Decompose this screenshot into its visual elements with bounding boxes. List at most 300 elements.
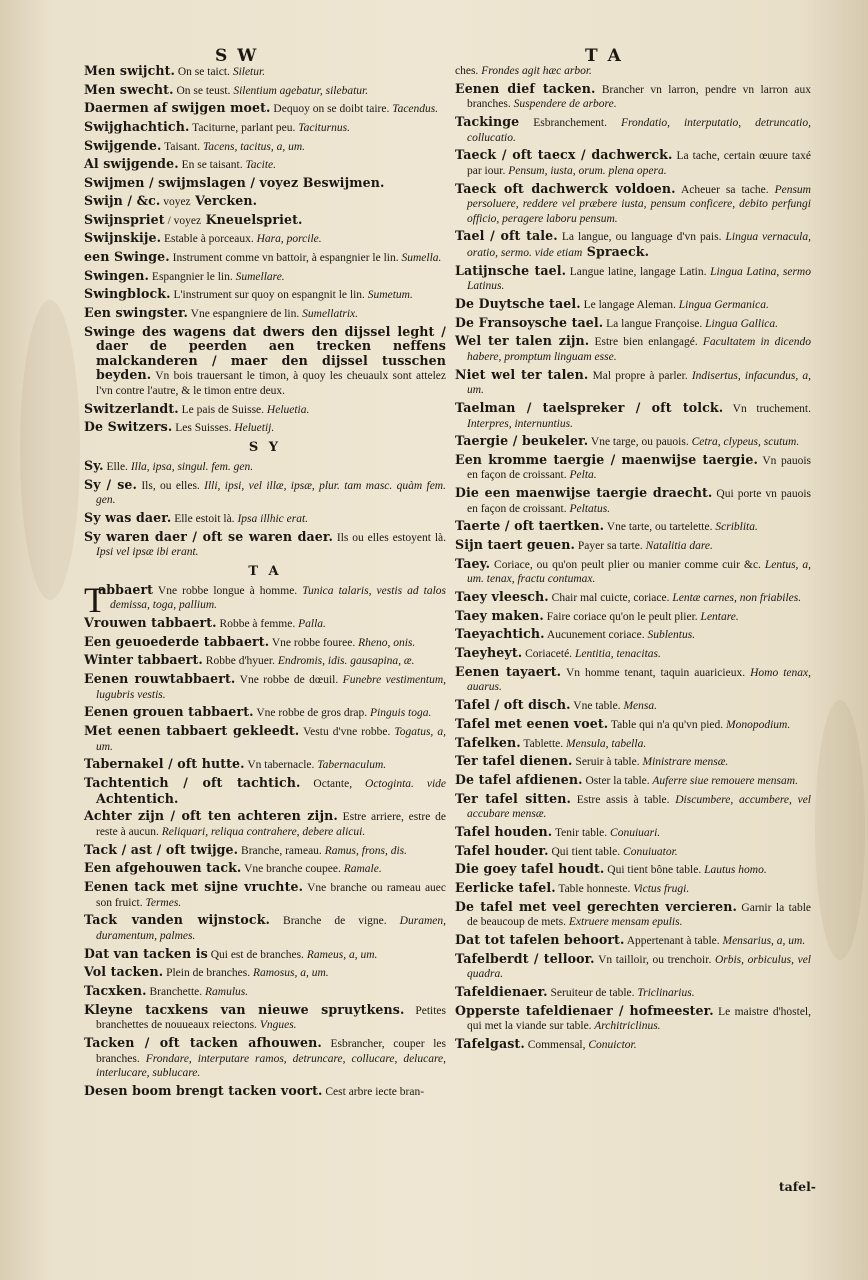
- entry-headword: Taey.: [455, 555, 491, 571]
- entry-french: Mal propre à parler.: [588, 369, 688, 382]
- entry-latin: Funebre vestimentum, lugubris vestis.: [96, 674, 446, 701]
- entry-headword: Eenen dief tacken.: [455, 80, 596, 96]
- entry-french: Robbe à femme.: [216, 618, 296, 631]
- entry-headword: Tack vanden wijnstock.: [84, 912, 271, 928]
- dictionary-entry: [84, 616, 446, 632]
- entry-latin: Lingua vernacula, oratio, sermo. vide etiam: [467, 231, 811, 259]
- entry-latin: Orbis, orbiculus, vel quadra.: [467, 953, 811, 981]
- entry-latin: Architriclinus.: [591, 1020, 661, 1033]
- entry-headword: Swijgende.: [84, 137, 162, 153]
- dictionary-entry: [455, 952, 811, 982]
- entry-french: Tablette.: [520, 737, 564, 750]
- sy-entries-block: [84, 459, 446, 560]
- entry-french: Estre bien enlangagé.: [589, 336, 698, 349]
- entry-headword: Wel ter talen zijn.: [455, 333, 590, 349]
- entry-headword: Eenen grouen tabbaert.: [84, 704, 254, 720]
- entry-latin: Interpres, internuntius.: [467, 417, 573, 430]
- dictionary-entry: [84, 478, 446, 508]
- entry-latin: Conuiuator.: [620, 845, 678, 858]
- entry-headword: De Duytsche tael.: [455, 295, 581, 311]
- entry-headword: Vrouwen tabbaert.: [84, 615, 217, 631]
- dictionary-entry: [84, 1003, 446, 1033]
- entry-headword: Swijmen / swijmslagen / voyez Beswijmen.: [84, 175, 385, 191]
- entry-latin: Duramen, duramentum, palmes.: [96, 915, 446, 942]
- drop-capital: T: [84, 579, 106, 620]
- dictionary-entry: [84, 287, 446, 303]
- entry-latin: Extruere mensam epulis.: [566, 916, 683, 929]
- entry-french: On se taict.: [175, 66, 230, 78]
- dictionary-entry: [84, 194, 446, 210]
- entry-latin: Lautus homo.: [701, 864, 767, 877]
- entry-latin: Suspendere de arbore.: [510, 98, 617, 111]
- dictionary-entry: [84, 83, 446, 99]
- entry-french: La tache, certain œuure taxé par iour.: [467, 150, 811, 177]
- entry-headword: Tabernakel / oft hutte.: [84, 756, 245, 772]
- entry-french: Vn tailloir, ou trenchoir.: [594, 953, 712, 966]
- entry-latin: Rheno, onis.: [355, 636, 416, 649]
- dictionary-entry: [84, 1036, 446, 1081]
- dictionary-entry: [455, 881, 811, 897]
- entry-latin: Termes.: [142, 896, 182, 909]
- dictionary-entry: [455, 1004, 811, 1034]
- entry-headword: Tack / ast / oft twijge.: [84, 841, 239, 857]
- left-column-header: S W: [215, 46, 259, 66]
- entry-french: Aucunement coriace.: [544, 629, 645, 642]
- dictionary-entry: [84, 139, 446, 155]
- entry-french: Instrument comme vn battoir, à espangnier le lin.: [169, 251, 399, 264]
- dictionary-entry: [84, 306, 446, 322]
- dictionary-entry: [84, 653, 446, 669]
- paper-stain: [20, 300, 80, 600]
- dictionary-entry: [455, 736, 811, 752]
- entry-headword: Taeck / oft taecx / dachwerck.: [455, 147, 673, 163]
- entry-latin: Lentitia, tenacitas.: [572, 648, 661, 661]
- dictionary-entry: [84, 947, 446, 963]
- entry-french: Vne branche ou rameau auec son fruict.: [96, 882, 447, 909]
- dictionary-entry: [455, 82, 811, 112]
- entry-headword: Tacken / oft tacken afhouwen.: [84, 1034, 322, 1050]
- entry-latin: Homo tenax, auarus.: [467, 666, 811, 694]
- dictionary-entry: [455, 933, 811, 949]
- dictionary-entry: [84, 1084, 446, 1100]
- entry-french: Vne robbe de dœuil.: [235, 674, 339, 687]
- entry-headword: De Switzers.: [84, 419, 173, 435]
- entry-latin: Taciturnus.: [295, 122, 350, 135]
- entry-headword: Sijn taert geuen.: [455, 537, 576, 553]
- entry-french: ches.: [455, 65, 479, 77]
- dictionary-entry: [455, 434, 811, 450]
- entry-french: Vne tarte, ou tartelette.: [604, 521, 713, 534]
- entry-crossref: Spraeck.: [582, 244, 650, 259]
- dictionary-entry: [455, 698, 811, 714]
- dictionary-entry: [455, 538, 811, 554]
- entry-headword: Tacxken.: [84, 982, 147, 998]
- dictionary-entry: [84, 176, 446, 191]
- entry-latin: Cetra, clypeus, scutum.: [688, 436, 800, 449]
- entry-latin: Frondatio, interputatio, detruncatio, collucatio.: [467, 116, 811, 144]
- dictionary-entry: [455, 519, 811, 535]
- entry-french: On se teust.: [173, 84, 231, 97]
- entry-headword: Achter zijn / oft ten achteren zijn.: [84, 808, 338, 824]
- entry-latin: Ramus, frons, dis.: [321, 844, 408, 857]
- entry-latin: Lentus, a, um. tenax, fractu contumax.: [467, 558, 812, 586]
- entry-headword: Swingen.: [84, 267, 150, 283]
- entry-latin: Tabernaculum.: [314, 759, 387, 772]
- entry-french: Taciturne, parlant peu.: [189, 122, 296, 135]
- dictionary-entry: [84, 672, 446, 702]
- entry-headword: Tafeldienaer.: [455, 983, 548, 999]
- catchword: tafel-: [778, 1179, 816, 1194]
- entry-french: Vn tabernacle.: [244, 759, 315, 772]
- entry-latin: Lentæ carnes, non friabiles.: [669, 592, 802, 605]
- entry-latin: Tunica talaris, vestis ad talos demissa, toga, pallium.: [110, 584, 446, 612]
- entry-latin: Victus frugi.: [630, 882, 690, 895]
- entry-french: Vne table.: [570, 700, 621, 713]
- dictionary-entry: [84, 101, 446, 117]
- entry-headword: Tael / oft tale.: [455, 228, 558, 244]
- right-column-header: T A: [585, 46, 623, 66]
- entry-latin: Ramulus.: [202, 985, 249, 998]
- entry-headword: Taeyachtich.: [455, 626, 545, 642]
- dictionary-entry: [455, 486, 811, 516]
- entry-latin: Hara, porcile.: [253, 233, 322, 246]
- dictionary-entry: [84, 420, 446, 436]
- entry-headword: Opperste tafeldienaer / hofmeester.: [455, 1002, 714, 1018]
- entry-french: Estre assis à table.: [570, 793, 670, 806]
- entry-french: Les Suisses.: [172, 422, 232, 435]
- entry-headword: De Fransoysche tael.: [455, 314, 604, 330]
- entry-crossref: Vercken.: [190, 192, 258, 208]
- entry-latin: Mensula, tabella.: [563, 737, 647, 750]
- dictionary-entry: [455, 148, 811, 178]
- entry-latin: Illi, ipsi, vel illæ, ipsæ, plur. tam masc. quàm fem. gen.: [96, 479, 446, 507]
- entry-french: Ils, ou elles.: [136, 479, 200, 492]
- entry-french: Plein de branches.: [163, 967, 251, 980]
- entry-latin: Silentium agebatur, silebatur.: [230, 84, 369, 97]
- entry-latin: Togatus, a, um.: [96, 726, 446, 753]
- left-column: [84, 46, 446, 1103]
- entry-french: Vn pauois en façon de croissant.: [467, 454, 811, 482]
- dictionary-entry: [84, 213, 446, 229]
- entry-headword: Swijnspriet: [84, 211, 165, 227]
- entry-french: Vne targe, ou pauois.: [588, 436, 689, 449]
- dictionary-entry: [455, 401, 811, 431]
- entry-latin: Indisertus, infacundus, a, um.: [467, 369, 811, 397]
- entry-french: Payer sa tarte.: [575, 540, 643, 553]
- entry-french: Appertenant à table.: [624, 934, 720, 947]
- dictionary-entry: [84, 809, 446, 839]
- entry-latin: Tacite.: [242, 159, 277, 172]
- entry-headword: Men swecht.: [84, 81, 174, 97]
- entry-headword: Eenen tack met sijne vruchte.: [84, 879, 304, 895]
- entry-latin: Lingua Latina, sermo Latinus.: [467, 265, 811, 293]
- entry-latin: Triclinarius.: [634, 986, 695, 999]
- dictionary-entry: [455, 792, 811, 822]
- dictionary-entry: [84, 635, 446, 651]
- entry-headword: Winter tabbaert.: [84, 652, 203, 668]
- entry-french: Vestu d'vne robbe.: [299, 726, 391, 739]
- entry-french: Ils ou elles estoyent là.: [333, 531, 447, 544]
- entry-headword: Men swijcht.: [84, 63, 175, 78]
- entry-french: Qui tient table.: [548, 845, 621, 858]
- dictionary-entry: [455, 182, 811, 227]
- entry-latin: Pensum persoluere, reddere vel præbere iusta, pensum conficere, debito perfungi officio, peragere laboru pensum.: [467, 183, 811, 225]
- entry-latin: Tacendus.: [389, 103, 439, 116]
- right-column: [455, 46, 811, 1056]
- entry-french: voyez: [160, 195, 191, 208]
- entry-french: Elle.: [103, 460, 128, 473]
- left-entries-block: [84, 64, 446, 436]
- entry-french: Le langage Aleman.: [580, 298, 676, 311]
- entry-latin: Mensarius, a, um.: [719, 934, 806, 947]
- dictionary-entry: [84, 325, 446, 399]
- entry-headword: Een kromme taergie / maenwijse taergie.: [455, 451, 758, 467]
- dictionary-entry: [455, 1037, 811, 1053]
- dictionary-entry: [84, 861, 446, 877]
- entry-french: Taisant.: [161, 140, 201, 153]
- entry-headword: Desen boom brengt tacken voort.: [84, 1082, 323, 1098]
- dictionary-entry: [455, 825, 811, 841]
- entry-french: Seruir à table.: [572, 756, 640, 769]
- dictionary-entry: [455, 844, 811, 860]
- entry-french: La langue Françoise.: [603, 317, 703, 330]
- dictionary-entry: [455, 773, 811, 789]
- entry-headword: Dat van tacken is: [84, 945, 208, 961]
- entry-latin: Frondes agit hæc arbor.: [478, 65, 592, 77]
- dictionary-entry: [455, 717, 811, 733]
- dictionary-entry: [455, 627, 811, 643]
- dictionary-entry: [455, 316, 811, 332]
- dictionary-entry: [455, 64, 811, 79]
- dictionary-entry: [455, 646, 811, 662]
- entry-headword: Swijghachtich.: [84, 119, 190, 135]
- entry-latin: Illa, ipsa, singul. fem. gen.: [127, 460, 254, 473]
- entry-latin: Natalitia dare.: [642, 540, 713, 553]
- entry-latin: Ipsa illhic erat.: [234, 512, 309, 525]
- entry-french: L'instrument sur quoy on espangnit le lin.: [170, 289, 365, 302]
- entry-latin: Vngues.: [256, 1019, 297, 1032]
- entry-latin: Endromis, idis. gausapina, æ.: [274, 655, 415, 668]
- dictionary-entry: [84, 64, 446, 80]
- entry-headword: Swijnskije.: [84, 230, 162, 246]
- entry-french: En se taisant.: [178, 159, 243, 172]
- entry-french: Table honneste.: [555, 882, 631, 895]
- entry-latin: Monopodium.: [723, 718, 791, 731]
- entry-french: Coriace, ou qu'on peult plier ou manier comme cuir &c.: [490, 558, 761, 571]
- dictionary-entry: [455, 862, 811, 878]
- dictionary-entry: [455, 665, 811, 695]
- entry-headword: Taergie / beukeler.: [455, 433, 589, 449]
- entry-headword: Taeyheyt.: [455, 645, 523, 661]
- entry-latin: Ramosus, a, um.: [250, 967, 329, 980]
- dictionary-entry: [84, 776, 446, 806]
- entry-headword: Die een maenwijse taergie draecht.: [455, 485, 713, 501]
- dictionary-entry: [455, 115, 811, 145]
- section-header-sy: S Y: [248, 439, 282, 455]
- entry-latin: Sumella.: [398, 251, 442, 264]
- entry-french: Elle estoit là.: [171, 512, 235, 525]
- entry-french: Le pais de Suisse.: [178, 403, 265, 416]
- entry-latin: Sumellare.: [232, 270, 285, 283]
- entry-french: Esbrancher, couper les branches.: [96, 1037, 446, 1065]
- entry-latin: Palla.: [295, 618, 326, 631]
- entry-headword: De tafel afdienen.: [455, 771, 583, 787]
- entry-french: Robbe d'hyuer.: [202, 655, 275, 668]
- entry-headword: Dat tot tafelen behoort.: [455, 931, 625, 947]
- entry-headword: Sy.: [84, 457, 104, 473]
- dictionary-entry: [84, 530, 446, 560]
- entry-crossref: Achtentich.: [96, 790, 179, 806]
- entry-headword: Tafelken.: [455, 734, 521, 750]
- entry-headword: Tachtentich / oft tachtich.: [84, 775, 301, 791]
- entry-latin: Conuiuari.: [607, 826, 661, 839]
- entry-french: Qui porte vn pauois en façon de croissant.: [467, 488, 811, 515]
- entry-french: Brancher vn larron, pendre vn larron aux branches.: [467, 83, 812, 111]
- entry-headword: Ter tafel dienen.: [455, 753, 573, 769]
- dictionary-entry: [455, 368, 811, 398]
- dictionary-entry: [84, 269, 446, 285]
- entry-french: Cest arbre iecte bran-: [322, 1085, 425, 1098]
- entry-latin: Discumbere, accumbere, vel accubare mensæ.: [467, 793, 811, 821]
- entry-headword: Swinge des wagens dat dwers den dijssel leght / daer de peerden aen trecken neffens malckanderen / maer den dijssel tusschen beyden.: [84, 323, 446, 383]
- entry-latin: Siletur.: [229, 66, 266, 78]
- dictionary-entry: [84, 880, 446, 910]
- dictionary-entry: [84, 757, 446, 773]
- entry-french: Vn bois trauersant le timon, à quoy les cheuaulx sont attelez l'vn contre l'autre, & le timon entre deux.: [96, 370, 446, 397]
- entry-latin: Heluetia.: [264, 403, 310, 416]
- entry-latin: Frondare, interputare ramos, detruncare, collucare, delucare, interlucare, sublucare.: [96, 1052, 446, 1080]
- entry-headword: Swingblock.: [84, 286, 171, 302]
- entry-headword: Taelman / taelspreker / oft tolck.: [455, 399, 724, 415]
- entry-french: Chair mal cuicte, coriace.: [548, 592, 670, 605]
- entry-french: Vne espangniere de lin.: [188, 307, 300, 320]
- entry-headword: Sy waren daer / oft se waren daer.: [84, 528, 333, 544]
- right-entries-block: [455, 64, 811, 1052]
- entry-french: Commensal,: [524, 1038, 586, 1051]
- entry-headword: een Swinge.: [84, 248, 170, 264]
- entry-french: Vn homme tenant, taquin auaricieux.: [561, 666, 746, 679]
- entry-headword: Tafel houden.: [455, 823, 553, 839]
- entry-french: Branchette.: [146, 985, 203, 998]
- entry-headword: Daermen af swijgen moet.: [84, 100, 271, 116]
- dictionary-entry: [84, 843, 446, 859]
- paper-stain: [815, 700, 865, 960]
- entry-latin: Rameus, a, um.: [303, 948, 378, 961]
- dictionary-entry: [455, 557, 811, 587]
- entry-latin: Octoginta. vide: [352, 778, 446, 791]
- dictionary-entry: [455, 590, 811, 606]
- dictionary-entry: [84, 250, 446, 266]
- entry-french: Qui tient bône table.: [604, 864, 702, 877]
- entry-french: Petites branchettes de nouueaux reiectons.: [96, 1004, 446, 1032]
- entry-french: Tenir table.: [552, 826, 608, 839]
- entry-latin: Pensum, iusta, orum. plena opera.: [505, 164, 667, 177]
- entry-headword: Tafel met eenen voet.: [455, 715, 609, 731]
- dictionary-entry: [455, 754, 811, 770]
- dictionary-entry: [84, 231, 446, 247]
- entry-french: Branche, rameau.: [238, 844, 322, 857]
- dictionary-entry: [84, 511, 446, 527]
- entry-headword: Taey vleesch.: [455, 589, 549, 605]
- entry-headword: Taey maken.: [455, 607, 544, 623]
- entry-french: Dequoy on se doibt taire.: [270, 103, 390, 116]
- entry-french: Vne robbe longue à homme.: [153, 584, 298, 597]
- entry-latin: Scriblita.: [712, 521, 758, 534]
- entry-headword: De tafel met veel gerechten vercieren.: [455, 898, 737, 914]
- entry-french: Vne branche coupee.: [241, 863, 341, 876]
- entry-french: Estre arriere, estre de reste à aucun.: [96, 811, 446, 838]
- entry-french: Garnir la table de beaucoup de mets.: [467, 901, 811, 929]
- entry-french: Coriaceté.: [522, 648, 573, 661]
- entry-headword: Die goey tafel houdt.: [455, 861, 605, 877]
- dictionary-entry: [84, 579, 446, 620]
- entry-french: Vne robbe de gros drap.: [253, 707, 368, 720]
- entry-headword: Een afgehouwen tack.: [84, 860, 242, 876]
- entry-latin: Ramale.: [340, 863, 382, 876]
- entry-french: Esbranchement.: [519, 116, 607, 129]
- entry-french: Vn truchement.: [723, 402, 811, 415]
- entry-latin: Auferre siue remouere mensam.: [649, 774, 798, 787]
- entry-headword: Sy / se.: [84, 476, 137, 492]
- entry-headword: Al swijgende.: [84, 156, 179, 172]
- dictionary-entry: [84, 984, 446, 1000]
- dictionary-entry: [455, 900, 811, 930]
- dictionary-entry: [84, 965, 446, 981]
- entry-french: Seruiteur de table.: [547, 986, 635, 999]
- entry-french: Table qui n'a qu'vn pied.: [608, 718, 724, 731]
- dictionary-entry: [84, 913, 446, 943]
- entry-headword: Vol tacken.: [84, 964, 164, 980]
- entry-french: La langue, ou language d'vn pais.: [557, 231, 722, 244]
- entry-headword: Niet wel ter talen.: [455, 366, 589, 382]
- dictionary-entry: [84, 157, 446, 173]
- dictionary-entry: [455, 334, 811, 364]
- entry-french: Vne robbe fouree.: [269, 636, 356, 649]
- entry-latin: Pelta.: [566, 469, 597, 482]
- dictionary-entry: [455, 229, 811, 260]
- entry-headword: Tafelberdt / telloor.: [455, 950, 595, 966]
- entry-latin: Mensa.: [620, 700, 657, 713]
- entry-headword: Latijnsche tael.: [455, 262, 567, 278]
- entry-latin: Tacens, tacitus, a, um.: [200, 140, 306, 153]
- dictionary-entry: [84, 459, 446, 475]
- entry-headword: Tafel / oft disch.: [455, 697, 571, 713]
- entry-french: Estable à porceaux.: [161, 233, 254, 246]
- entry-latin: Lingua Gallica.: [702, 317, 778, 330]
- entry-latin: Reliquari, reliqua contrahere, debere alicui.: [158, 825, 366, 838]
- entry-headword: Een geuoederde tabbaert.: [84, 633, 270, 649]
- dictionary-entry: [455, 264, 811, 294]
- entry-french: Oster la table.: [582, 774, 650, 787]
- entry-latin: Ministrare mensæ.: [639, 756, 729, 769]
- dictionary-entry: [84, 705, 446, 721]
- entry-headword: Switzerlandt.: [84, 400, 179, 416]
- entry-headword: Eerlicke tafel.: [455, 879, 556, 895]
- entry-french: Qui est de branches.: [207, 948, 304, 961]
- entry-french: Espangnier le lin.: [149, 270, 233, 283]
- entry-latin: Conuictor.: [585, 1038, 637, 1051]
- entry-latin: Peltatus.: [566, 502, 611, 515]
- entry-french: Langue latine, langage Latin.: [566, 265, 707, 278]
- entry-french: Acheuer sa tache.: [675, 183, 769, 196]
- entry-headword: Eenen rouwtabbaert.: [84, 671, 236, 687]
- entry-headword: Ter tafel sitten.: [455, 790, 571, 806]
- entry-french: / voyez: [164, 214, 202, 227]
- entry-latin: Ipsi vel ipsæ ibi erant.: [96, 546, 199, 559]
- dictionary-entry: [84, 402, 446, 418]
- entry-latin: Facultatem in dicendo habere, promptum linguam esse.: [467, 336, 811, 363]
- dictionary-entry: [455, 297, 811, 313]
